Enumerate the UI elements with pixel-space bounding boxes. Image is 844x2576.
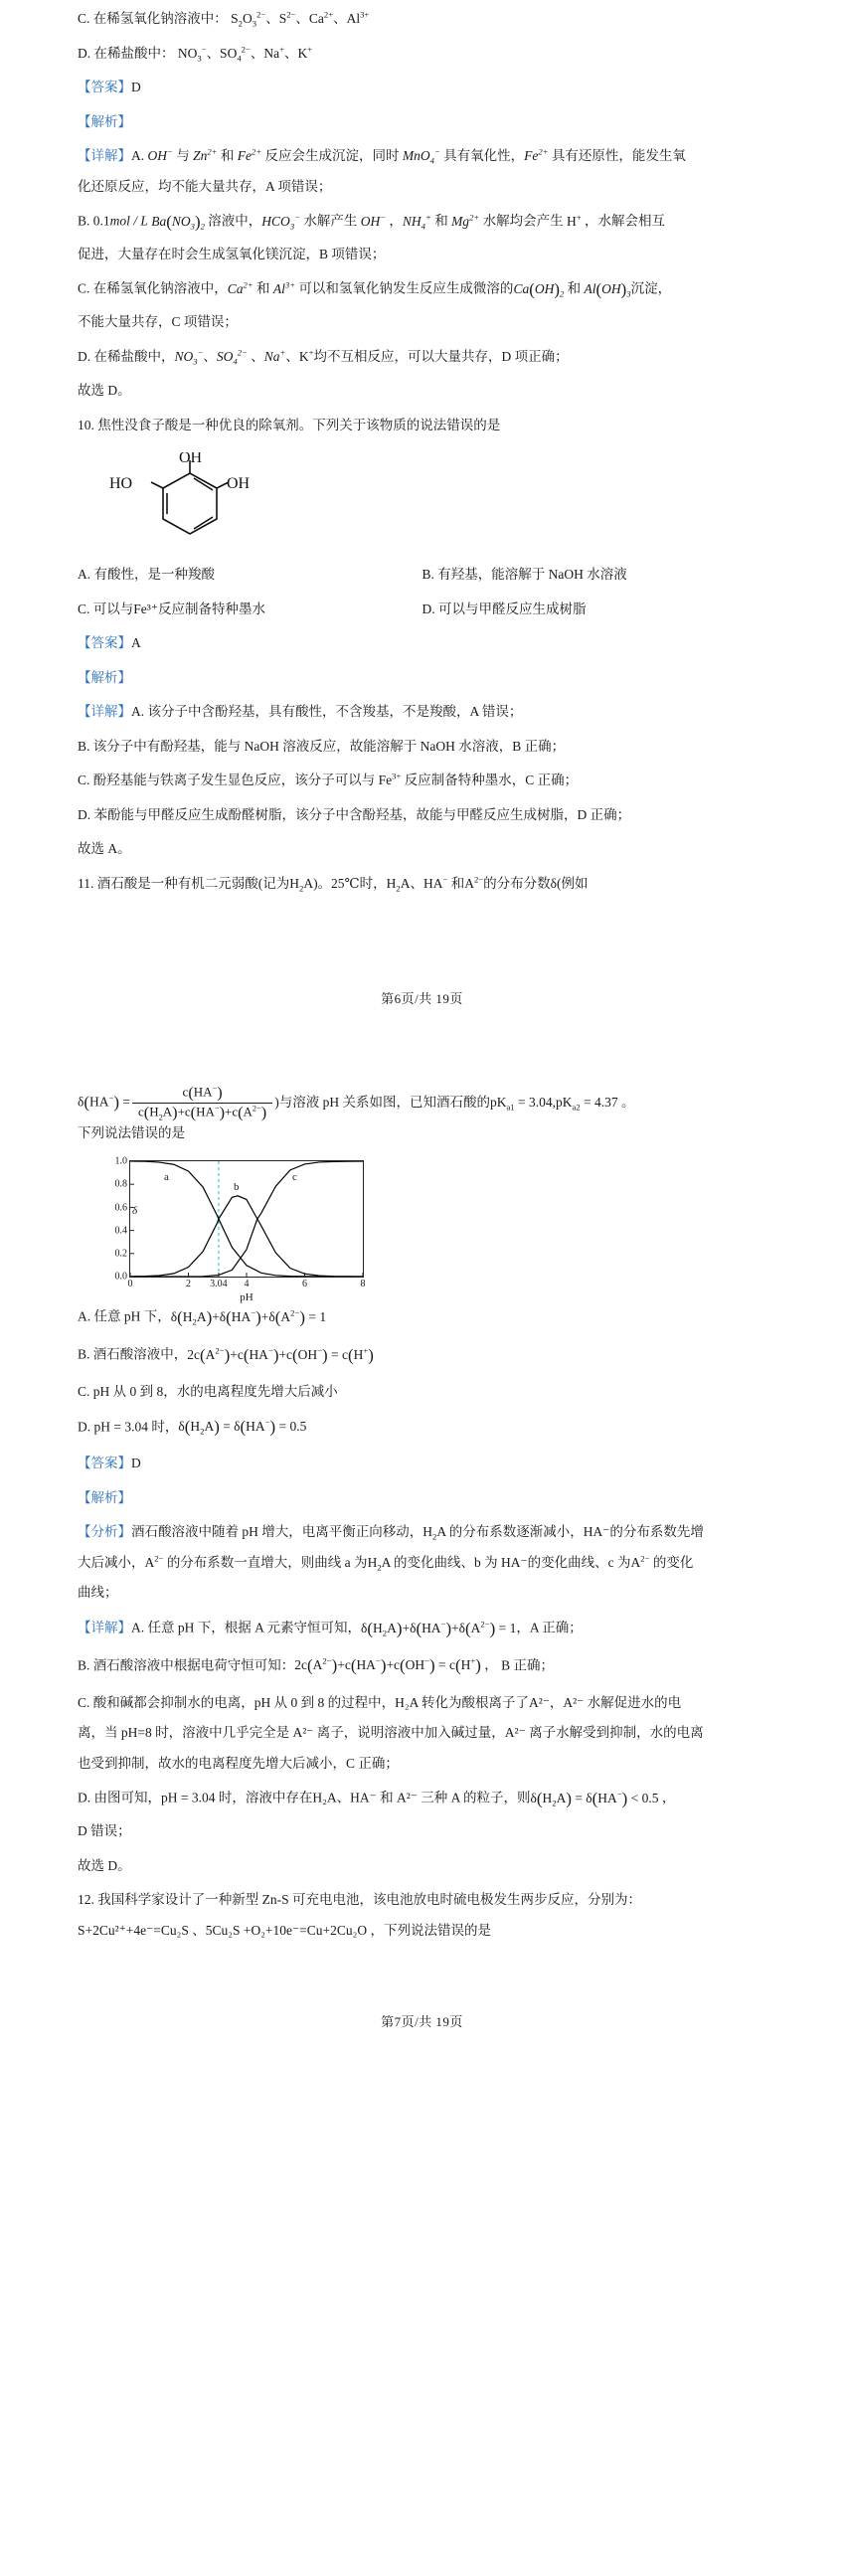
q9-detail-c-line2: 不能大量共存，C 项错误；	[78, 314, 238, 330]
q11-stem-start: 11. 酒石酸是一种有机二元弱酸(记为$H_2A$)。25℃时，$H_2A$、HA− 和$A^{2-}$的分布分数δ(例如	[78, 874, 589, 894]
option-label: C.	[78, 1384, 90, 1399]
fraction	[132, 1085, 272, 1120]
question-text: 酒石酸是一种有机二元弱酸(记为	[96, 875, 290, 891]
answer-tag: 【答案】	[78, 80, 131, 94]
detail-label: D.	[78, 348, 94, 364]
chart-xlabel: pH	[240, 1291, 253, 1304]
option-label: B.	[78, 1346, 90, 1362]
detail-text: ，	[658, 1790, 676, 1805]
option-text: 有羟基，能溶解于 NaOH 水溶液	[437, 567, 627, 583]
q11-delta-formula: δ(HA−) = $\frac{c(HA^-)}{c(H_2A)+c(HA^-)+c(A^{2-})}$ )与溶液 pH 关系如图，已知酒石酸的 $pK_{a1} = 3.04$, $pK_{a2} = 4.37$ 。	[78, 1084, 635, 1121]
q10-options-row-2	[78, 602, 766, 616]
molecule-label-ho-left: HO	[109, 475, 133, 493]
q11-option-d: D. pH = 3.04 时，$\delta(H_2A) = \delta(HA^-) = 0.5$	[78, 1417, 307, 1437]
page-footer-7: 第7页/共 19页	[381, 2014, 463, 2029]
ion-formula-list: $NO_3^-$、$SO_4^{2-}$、Na+、K+	[177, 44, 313, 64]
q11-analysis-heading	[78, 1491, 766, 1505]
detail-text: 在稀氢氧化钠溶液中，	[92, 281, 228, 297]
detail-label: B.	[78, 213, 93, 229]
q9-option-c	[78, 9, 766, 29]
formula-tail-text: )与溶液 pH 关系如图，已知酒石酸的	[274, 1095, 490, 1111]
q9-detail-a-line2: 化还原反应，均不能大量共存，A 项错误；	[78, 178, 332, 194]
detail-text: A. 该分子中含酚羟基，具有酸性，不含羧基，不是羧酸，A 错误；	[131, 704, 523, 720]
option-text: 在稀氢氧化钠溶液中：	[92, 11, 228, 26]
option-label: D.	[78, 1419, 91, 1435]
unit: mol / L	[109, 213, 148, 229]
detail-tag: 【详解】	[78, 148, 131, 163]
concentration-value: 0.1	[92, 213, 110, 229]
page-gap	[78, 911, 766, 988]
chart-xtick: 6	[302, 1279, 307, 1290]
answer-value: D	[131, 1456, 141, 1471]
chart-xtick: 3.04	[210, 1279, 228, 1290]
option-label: C.	[78, 601, 90, 616]
chart-ytick: 0.2	[114, 1248, 127, 1260]
q9-detail-a: 【详解】A. OH− 与 $Zn^{2+}$ 和 $Fe^{2+}$ 反应会生成沉淀，同时 MnO$_4$− 具有氧化性，$Fe^{2+}$ 具有还原性，能发生氧	[78, 146, 686, 166]
detail-text: D. 由图可知，pH = 3.04 时，溶液中存在H₂A、HA⁻ 和 A²⁻ 三种 A 的粒子，则	[78, 1790, 531, 1805]
chart-ytick: 0.4	[114, 1225, 127, 1237]
detail-text: B 正确；	[497, 1657, 555, 1673]
question-number: 10.	[78, 417, 94, 432]
q12-equations: S+2Cu²⁺+4e⁻=Cu₂S 、5Cu₂S +O₂+10e⁻=Cu+2Cu₂O ，下列说法错误的是	[78, 1922, 491, 1938]
q11-detail-c-line1: C. 酸和碱都会抑制水的电离，pH 从 0 到 8 的过程中，H₂A 转化为酸根离子了A²⁻，A²⁻ 水解促进水的电	[78, 1694, 682, 1710]
q9-detail-b-line2: 促进，大量存在时会生成氢氧化镁沉淀，B 项错误；	[78, 246, 386, 261]
option-text: 有酸性，是一种羧酸	[93, 567, 215, 583]
question-number: 12.	[78, 1892, 94, 1907]
fraction-denominator: $c(H_2A)+c(HA^-)+c(A^{2-})$	[132, 1103, 272, 1120]
question-text: 我国科学家设计了一种新型 Zn-S 可充电电池，该电池放电时硫电极发生两步反应，分别为：	[97, 1892, 641, 1907]
q9-conclusion: 故选 D。	[78, 383, 131, 399]
q10-conclusion: 故选 A。	[78, 841, 131, 857]
molecule-label-oh-top: OH	[179, 452, 203, 467]
chart-plot-area	[114, 1155, 366, 1304]
answer-tag: 【答案】	[78, 1456, 131, 1471]
detail-text: 水解产生	[299, 213, 361, 229]
distribution-fraction-chart	[99, 1155, 366, 1304]
fenxi-text: 的分布系数逐渐减小，HA⁻的分布系数先增	[445, 1524, 704, 1540]
chart-curve-label-a: a	[164, 1171, 169, 1184]
fenxi-text: 大后减小，	[78, 1554, 145, 1570]
analysis-tag: 【解析】	[78, 669, 131, 685]
detail-text: A. 任意 pH 下，根据 A 元素守恒可知，	[131, 1620, 362, 1635]
detail-text: ，	[386, 213, 403, 229]
chart-xtick: 0	[127, 1279, 133, 1290]
detail-text: 均不互相反应，可以大量共存，D 项正确；	[313, 348, 569, 364]
fenxi-text: 的变化	[649, 1554, 694, 1570]
q11-answer	[78, 1457, 766, 1470]
q12-stem	[78, 1893, 766, 1907]
q10-answer	[78, 636, 766, 650]
option-text: 任意 pH 下，	[93, 1308, 171, 1324]
q11-detail-c-line3: 也受到抑制，故水的电离程度先增大后减小，C 正确；	[78, 1755, 399, 1771]
detail-text: 具有还原性，能发生氧	[548, 148, 686, 163]
q11-detail-a: 【详解】A. 任意 pH 下，根据 A 元素守恒可知，$\delta(H_2A)+\delta(HA^-)+\delta(A^{2-}) = 1$，A 正确；	[78, 1618, 583, 1638]
detail-text: C. 酚羟基能与铁离子发生显色反应，该分子可以与	[78, 773, 379, 788]
fenxi-text: 酒石酸溶液中随着 pH 增大，电离平衡正向移动，	[131, 1524, 423, 1540]
chart-ytick: 0.8	[114, 1178, 127, 1190]
fraction-numerator: c(HA−)	[182, 1084, 223, 1103]
analysis-tag: 【解析】	[78, 1489, 131, 1505]
chart-ytick: 0.0	[114, 1271, 127, 1283]
question-text: )。25℃时，	[313, 875, 387, 891]
q10-stem	[78, 419, 766, 432]
option-label: B.	[422, 567, 434, 583]
option-text: 可以与甲醛反应生成树脂	[438, 601, 587, 616]
q10-option-a	[78, 568, 422, 582]
molecule-pyrogallol	[95, 452, 766, 560]
q9-analysis-heading	[78, 115, 766, 129]
option-label: A.	[78, 567, 91, 583]
analysis-tag: 【解析】	[78, 113, 131, 129]
q11-option-a: A. 任意 pH 下，$\delta(H_2A)+\delta(HA^-)+\delta(A^{2-}) = 1$	[78, 1307, 327, 1327]
q11-fenxi-line2: 大后减小，$A^{2-}$ 的分布系数一直增大，则曲线 a 为$H_2A$ 的变化曲线、b 为 HA⁻的变化曲线、c 为$A^{2-}$ 的变化	[78, 1553, 694, 1573]
q11-conclusion: 故选 D。	[78, 1857, 131, 1873]
option-label: D.	[422, 601, 435, 616]
q11-fenxi-line1: 【分析】酒石酸溶液中随着 pH 增大，电离平衡正向移动，$H_2A$ 的分布系数逐渐减小，HA⁻的分布系数先增	[78, 1524, 704, 1543]
q10-option-d	[422, 602, 767, 616]
chart-ytick: 1.0	[114, 1155, 127, 1167]
detail-text: 溶液中，	[204, 213, 262, 229]
fenxi-text: 的分布系数一直增大，则曲线 a 为	[163, 1554, 368, 1570]
question-text: 、	[410, 875, 423, 891]
option-label: A.	[78, 1308, 91, 1324]
chart-curve-label-b: b	[234, 1181, 240, 1194]
detail-text: 沉淀，	[630, 281, 672, 297]
q10-analysis-heading	[78, 671, 766, 685]
q9-detail-d: D. 在稀盐酸中，$NO_3^-$、$SO_4^{2-}$ 、Na+、K+均不互相反应，可以大量共存，D 项正确；	[78, 347, 569, 367]
q10-detail-a	[78, 705, 766, 719]
q9-answer	[78, 81, 766, 94]
pka2: $pK_{a2} = 4.37$ 。	[555, 1095, 635, 1113]
question-number: 11.	[78, 875, 94, 891]
bottom-gap	[78, 1958, 766, 2011]
q11-detail-d-line1: D. 由图可知，pH = 3.04 时，溶液中存在H₂A、HA⁻ 和 A²⁻ 三种 A 的粒子，则$\delta(H_2A) = \delta(HA^-) < 0.5$ ，	[78, 1789, 676, 1808]
detail-text: 反应会生成沉淀，同时	[261, 148, 403, 163]
detail-text: 和	[564, 281, 585, 297]
detail-text: 具有氧化性，	[439, 148, 525, 163]
detail-label: C.	[78, 281, 93, 297]
q9-detail-b: B. 0.1mol / L $Ba(NO_3)_2$ 溶液中，$HCO_3^-$ 水解产生 OH− ，$NH_4^+$ 和 $Mg^{2+}$ 水解均会产生 H+ ，水解会相互	[78, 212, 665, 232]
q10-detail-b: B. 该分子中有酚羟基，能与 NaOH 溶液反应，故能溶解于 NaOH 水溶液，B 正确；	[78, 738, 566, 754]
option-text: 可以与Fe³⁺反应制备特种墨水	[92, 601, 265, 616]
question-text: 焦性没食子酸是一种优良的除氧剂。下列关于该物质的说法错误的是	[97, 417, 501, 432]
detail-text: 可以和氢氧化钠发生反应生成微溶的	[295, 281, 514, 297]
detail-text: B. 酒石酸溶液中根据电荷守恒可知：	[78, 1657, 295, 1673]
detail-tag: 【详解】	[78, 704, 131, 720]
fenxi-tag: 【分析】	[78, 1524, 131, 1540]
detail-text: 在稀盐酸中，	[93, 348, 175, 364]
q11-detail-c-line2: 离，当 pH=8 时，溶液中几乎完全是 A²⁻ 离子，说明溶液中加入碱过量，A²⁻ 离子水解受到抑制，水的电离	[78, 1725, 704, 1741]
detail-text: 与	[172, 148, 194, 163]
molecule-structure-svg	[95, 452, 284, 556]
detail-text: 反应制备特种墨水，C 正确；	[401, 773, 579, 788]
answer-value: D	[131, 80, 141, 94]
chart-curve-label-c: c	[292, 1171, 297, 1184]
question-text: 的分布分数δ(例如	[483, 875, 589, 891]
q10-detail-c: C. 酚羟基能与铁离子发生显色反应，该分子可以与 $Fe^{3+}$ 反应制备特种墨水，C 正确；	[78, 771, 579, 788]
detail-text: 水解均会产生	[479, 213, 567, 229]
option-label: D.	[78, 45, 91, 61]
q9-detail-c: C. 在稀氢氧化钠溶液中，$Ca^{2+}$ 和 $Al^{3+}$ 可以和氢氧化钠发生反应生成微溶的$Ca(OH)_2$ 和 $Al(OH)_3$沉淀，	[78, 279, 672, 299]
fenxi-text: 的变化曲线、b 为 HA⁻的变化曲线、c 为	[390, 1554, 631, 1570]
molecule-label-oh-right: OH	[227, 475, 251, 493]
detail-tag: 【详解】	[78, 1620, 131, 1635]
page-break-gap	[78, 1007, 766, 1085]
detail-text: ，A 正确；	[516, 1620, 583, 1635]
chart-ytick: 0.6	[114, 1202, 127, 1214]
option-text: pH 从 0 到 8，水的电离程度先增大后减小	[92, 1384, 338, 1399]
q11-detail-b: B. 酒石酸溶液中根据电荷守恒可知：$2c(A^{2-})+c(HA^-)+c(OH^-) = c(H^+)$ ， B 正确；	[78, 1655, 555, 1675]
pka1: $pK_{a1} = 3.04$,	[489, 1095, 556, 1113]
q10-option-c	[78, 602, 422, 616]
q11-option-c	[78, 1385, 766, 1399]
option-text: 在稀盐酸中：	[93, 45, 175, 61]
chart-xtick: 8	[360, 1279, 366, 1290]
detail-label: A.	[131, 148, 148, 163]
question-text: 和	[447, 875, 465, 891]
chart-ylabel: δ	[132, 1205, 138, 1218]
page-footer-6: 第6页/共 19页	[381, 991, 463, 1007]
detail-text: 和	[217, 148, 238, 163]
ion-formula-list: $S_2O_3^{2-}$、$S^{2-}$、$Ca^{2+}$、$Al^{3+}$	[231, 9, 370, 29]
answer-tag: 【答案】	[78, 635, 131, 651]
q11-option-b: B. 酒石酸溶液中，$2c(A^{2-})+c(HA^-)+c(OH^-) = c(H^+)$	[78, 1345, 374, 1365]
chart-xtick: 4	[244, 1279, 250, 1290]
detail-text: 和	[430, 213, 452, 229]
q9-option-d	[78, 44, 766, 64]
answer-value: A	[131, 635, 141, 651]
detail-text: 和	[253, 281, 273, 297]
option-label: C.	[78, 11, 90, 26]
q10-options-row-1	[78, 568, 766, 582]
option-text: pH = 3.04 时，	[93, 1419, 179, 1435]
q10-detail-d: D. 苯酚能与甲醛反应生成酚醛树脂，该分子中含酚羟基，故能与甲醛反应生成树脂，D 正确；	[78, 806, 631, 822]
q11-fenxi-line3: 曲线；	[78, 1585, 118, 1601]
q11-detail-d-line2: D 错误；	[78, 1823, 131, 1838]
q10-option-b	[422, 568, 767, 582]
detail-text: ，水解会相互	[581, 213, 665, 229]
option-text: 酒石酸溶液中，	[92, 1346, 188, 1362]
q11-stem-lastline: 下列说法错误的是	[78, 1124, 185, 1140]
chart-xtick: 2	[186, 1279, 191, 1290]
